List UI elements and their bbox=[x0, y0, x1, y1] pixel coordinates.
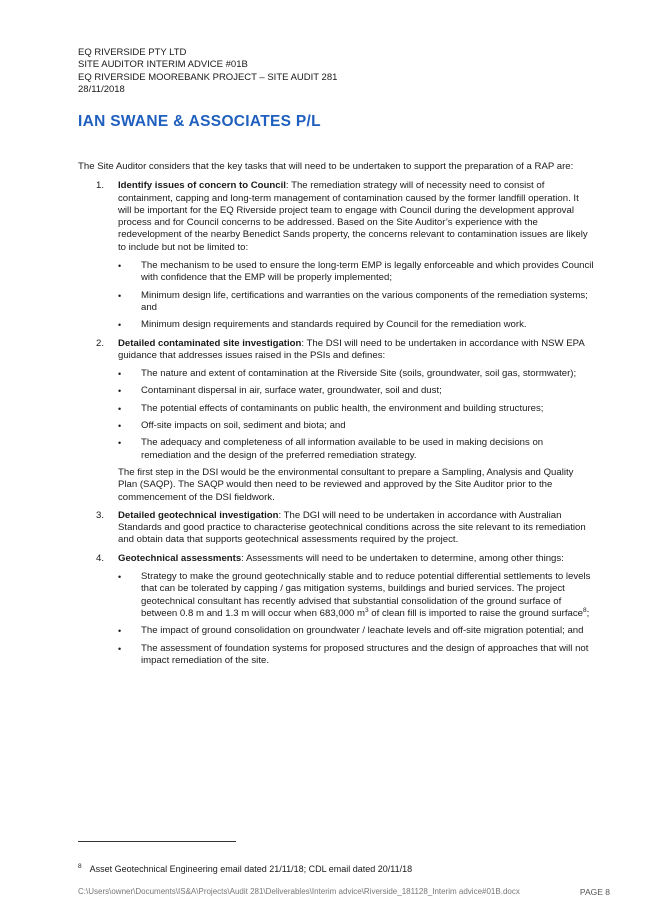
bullet-text: The mechanism to be used to ensure the long-term EMP is legally enforceable and which provides Council with confidence that the EMP will be properly implemented; bbox=[141, 260, 594, 284]
bullet-item bbox=[118, 571, 594, 620]
task-number: 2. bbox=[96, 337, 105, 349]
page-footer bbox=[78, 887, 610, 897]
footnote-text: Asset Geotechnical Engineering email dated 21/11/18; CDL email dated 20/11/18 bbox=[89, 864, 413, 874]
bullet-text: Minimum design life, certifications and warranties on the various components of the remediation systems; and bbox=[141, 289, 588, 313]
document-body bbox=[78, 161, 594, 673]
superscript-cubed: 3 bbox=[364, 606, 369, 614]
task-title: Geotechnical assessments bbox=[118, 552, 242, 564]
bullet-marker: • bbox=[118, 626, 122, 637]
task-number: 3. bbox=[96, 509, 105, 521]
bullet-item bbox=[118, 290, 594, 315]
bullet-list bbox=[118, 260, 594, 331]
task-title: Identify issues of concern to Council bbox=[118, 180, 286, 192]
task-number: 4. bbox=[96, 552, 105, 564]
company-name: IAN SWANE & ASSOCIATES P/L bbox=[78, 113, 321, 130]
header-company-line: EQ RIVERSIDE PTY LTD bbox=[78, 47, 187, 58]
bullet-text: The adequacy and completeness of all information available to be used in making decisions on remediation and the design of the preferred remediation strategy. bbox=[141, 437, 544, 461]
bullet-text: Minimum design requirements and standards required by Council for the remediation work. bbox=[141, 319, 527, 331]
bullet-marker: • bbox=[118, 369, 122, 380]
bullet-item bbox=[118, 643, 594, 668]
bullet-marker: • bbox=[118, 290, 122, 301]
task-item bbox=[78, 180, 594, 331]
bullet-text-tail: of clean fill is imported to raise the ground surface bbox=[368, 607, 583, 619]
task-title: Detailed geotechnical investigation bbox=[118, 509, 279, 521]
bullet-item bbox=[118, 260, 594, 285]
task-paragraph bbox=[118, 553, 594, 565]
task-item bbox=[78, 510, 594, 547]
footnote bbox=[78, 864, 412, 874]
bullet-item bbox=[118, 319, 594, 331]
task-number: 1. bbox=[96, 180, 105, 192]
bullet-marker: • bbox=[118, 320, 122, 331]
bullet-text: The nature and extent of contamination at the Riverside Site (soils, groundwater, soil gas, stormwater); bbox=[141, 368, 577, 380]
bullet-marker: • bbox=[118, 643, 122, 654]
task-item bbox=[78, 338, 594, 504]
task-text: : Assessments will need to be undertaken to determine, among other things: bbox=[241, 552, 564, 564]
bullet-item bbox=[118, 625, 594, 637]
footnote-mark: 8 bbox=[78, 863, 82, 870]
task-list bbox=[78, 180, 594, 667]
page-number: PAGE 8 bbox=[579, 887, 610, 897]
bullet-item bbox=[118, 437, 594, 462]
footnote-separator bbox=[78, 841, 236, 842]
task-text: : The DSI will need to be undertaken in accordance with NSW EPA guidance that addresses issues raised in the PSIs and defines: bbox=[118, 337, 585, 361]
bullet-marker: • bbox=[118, 261, 122, 272]
task-followup-paragraph: The first step in the DSI would be the environmental consultant to prepare a Sampling, Analysis and Quality Plan (SAQP). The SAQP would then need to be reviewed and approved by the Site Auditor prior to the commencement of the DSI fieldwork. bbox=[118, 466, 574, 503]
bullet-list bbox=[118, 571, 594, 667]
task-paragraph bbox=[118, 510, 594, 547]
file-path: C:\Users\owner\Documents\IS&A\Projects\Audit 281\Deliverables\Interim advice\Riverside_181128_Interim advice#01B.docx bbox=[78, 887, 520, 896]
bullet-text: Strategy to make the ground geotechnically stable and to reduce potential differential settlements to levels that can be tolerated by capping / gas mitigation systems, buildings and buried services. The project geotechnical consultant has recently advised that substantial consolidation of the ground surface of between 0.8 m and 1.3 m will occur when 683,000 m bbox=[141, 571, 591, 619]
bullet-list bbox=[118, 368, 594, 462]
bullet-text: The impact of ground consolidation on groundwater / leachate levels and off-site migration potential; and bbox=[141, 625, 584, 637]
bullet-marker: • bbox=[118, 572, 122, 583]
bullet-text: Off-site impacts on soil, sediment and biota; and bbox=[141, 420, 346, 432]
task-title: Detailed contaminated site investigation bbox=[118, 337, 302, 349]
task-paragraph bbox=[118, 180, 594, 254]
bullet-text: Contaminant dispersal in air, surface water, groundwater, soil and dust; bbox=[141, 385, 442, 397]
task-paragraph bbox=[118, 338, 594, 363]
intro-paragraph: The Site Auditor considers that the key tasks that will need to be undertaken to support the preparation of a RAP are: bbox=[78, 161, 574, 172]
header-project-line: EQ RIVERSIDE MOOREBANK PROJECT – SITE AUDIT 281 bbox=[78, 71, 338, 83]
bullet-item bbox=[118, 368, 594, 380]
document-header bbox=[78, 47, 337, 97]
bullet-marker: • bbox=[118, 403, 122, 414]
bullet-item bbox=[118, 385, 594, 397]
task-text: : The remediation strategy will of necessity need to consist of containment, capping and long-term management of contamination caused by the former landfill operation. It will be important for the EQ Riverside project team to engage with Council during the development approval process and for Council concerns to be addressed. Based on the Site Auditor’s experience with the redevelopment of the nearby Benedict Sands property, the concerns relevant to contamination issues are likely to include but not be limited to: bbox=[118, 180, 588, 253]
task-text: : The DGI will need to be undertaken in accordance with Australian Standards and good practice to characterise geotechnical conditions across the site relevant to its remediation and obtain data that supports geotechnical assessments required by the project. bbox=[118, 509, 586, 546]
header-advice-line: SITE AUDITOR INTERIM ADVICE #01B bbox=[78, 59, 248, 71]
header-date: 28/11/2018 bbox=[78, 84, 125, 96]
bullet-marker: • bbox=[118, 386, 122, 397]
bullet-marker: • bbox=[118, 421, 122, 432]
bullet-text: The potential effects of contaminants on public health, the environment and building structures; bbox=[141, 402, 544, 414]
bullet-item bbox=[118, 420, 594, 432]
footnote-reference: 8 bbox=[582, 606, 587, 614]
bullet-marker: • bbox=[118, 438, 122, 449]
bullet-text-end: ; bbox=[586, 607, 590, 619]
bullet-text: The assessment of foundation systems for proposed structures and the design of approaches that will not impact remediation of the site. bbox=[141, 642, 589, 666]
task-item bbox=[78, 553, 594, 667]
bullet-item bbox=[118, 403, 594, 415]
